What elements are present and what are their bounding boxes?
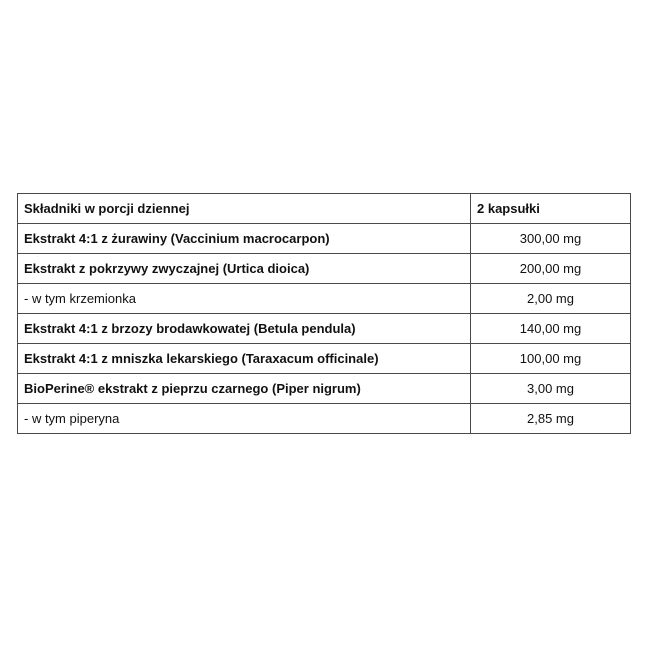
- header-amount: 2 kapsułki: [471, 194, 631, 224]
- ingredient-amount: 3,00 mg: [471, 374, 631, 404]
- ingredient-amount: 140,00 mg: [471, 314, 631, 344]
- table-row: [18, 284, 631, 314]
- ingredient-name: - w tym piperyna: [18, 404, 471, 434]
- ingredient-name: Ekstrakt 4:1 z żurawiny (Vaccinium macrocarpon): [18, 224, 471, 254]
- ingredient-name: Ekstrakt z pokrzywy zwyczajnej (Urtica dioica): [18, 254, 471, 284]
- ingredients-table: [17, 193, 631, 434]
- table-row: [18, 344, 631, 374]
- ingredient-amount: 2,85 mg: [471, 404, 631, 434]
- table-row: [18, 404, 631, 434]
- ingredient-name: - w tym krzemionka: [18, 284, 471, 314]
- header-ingredients: Składniki w porcji dziennej: [18, 194, 471, 224]
- table-row: [18, 374, 631, 404]
- table-row: [18, 224, 631, 254]
- table-row: [18, 314, 631, 344]
- ingredient-name: BioPerine® ekstrakt z pieprzu czarnego (Piper nigrum): [18, 374, 471, 404]
- ingredient-amount: 300,00 mg: [471, 224, 631, 254]
- ingredient-amount: 200,00 mg: [471, 254, 631, 284]
- ingredient-name: Ekstrakt 4:1 z mniszka lekarskiego (Taraxacum officinale): [18, 344, 471, 374]
- ingredient-amount: 100,00 mg: [471, 344, 631, 374]
- table-header-row: [18, 194, 631, 224]
- table-row: [18, 254, 631, 284]
- ingredient-name: Ekstrakt 4:1 z brzozy brodawkowatej (Betula pendula): [18, 314, 471, 344]
- ingredient-amount: 2,00 mg: [471, 284, 631, 314]
